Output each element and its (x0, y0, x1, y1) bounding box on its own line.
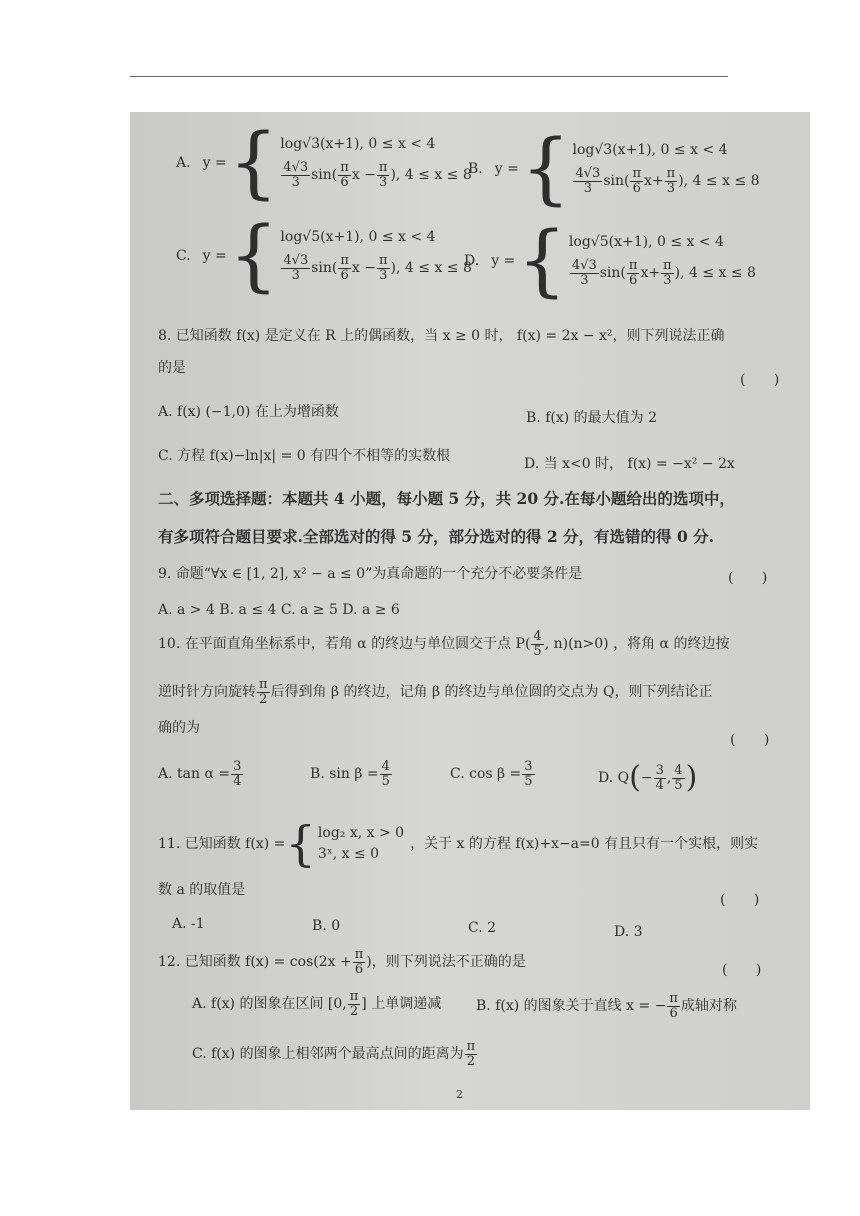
q12-stem: 12. 已知函数 f(x) = cos(2x + $\frac{\pi}{6}$ )，则下列说法不正确的是 (158, 947, 526, 977)
q8-option-d: D. 当 x<0 时， f(x) = −x² − 2x (524, 456, 735, 472)
q11-answer-paren: ( ) (720, 892, 772, 908)
q8-stem-line1: 8. 已知函数 f(x) 是定义在 R 上的偶函数，当 x ≥ 0 时， f(x) = 2x − x²，则下列说法正确 (158, 328, 725, 344)
page-number: 2 (456, 1088, 463, 1101)
case-sin: $\frac{4√3}{3}$ sin( $\frac{\pi}{6}$ x+ $\frac{\pi}{3}$ ), 4 ≤ x ≤ 8 (571, 258, 756, 288)
case-log: log√5(x+1), 0 ≤ x < 4 (280, 229, 436, 246)
q10-option-b: B. sin β = $\frac{4}{5}$ (310, 759, 390, 789)
left-brace: { (520, 124, 571, 214)
fraction: $\frac{\pi}{3}$ (378, 160, 388, 190)
y-equals: y = (494, 160, 519, 177)
fraction: $\frac{3}{5}$ (524, 759, 533, 789)
fraction: $\frac{\pi}{6}$ (354, 947, 364, 977)
fraction: $\frac{\pi}{6}$ (632, 166, 641, 196)
q11-stem-line1: 11. 已知函数 f(x) = { log₂ x, x > 0 3ˣ, x ≤ 0 ，关于 x 的方程 f(x)+x−a=0 有且只有一个实根，则实 (158, 816, 759, 872)
option-label: A. (176, 154, 191, 171)
case-log: log√5(x+1), 0 ≤ x < 4 (568, 234, 724, 251)
fraction: $\frac{4}{5}$ (381, 759, 390, 789)
q11-option-c: C. 2 (468, 920, 497, 936)
fraction: $\frac{\pi}{2}$ (349, 989, 359, 1019)
q10-option-c: C. cos β = $\frac{3}{5}$ (450, 759, 533, 789)
q11-option-b: B. 0 (312, 918, 341, 934)
q12-option-c: C. f(x) 的图象上相邻两个最高点间的距离为 $\frac{\pi}{2}$ (192, 1039, 476, 1069)
q10-stem-line1: 10. 在平面直角坐标系中，若角 α 的终边与单位圆交于点 P( $\frac{4}{5}$ , n)(n>0) ，将角 α 的终边按 (158, 629, 730, 659)
fraction: $\frac{4√3}{3}$ (283, 160, 309, 190)
header-rule (130, 76, 728, 77)
section-2-heading-line1: 二、多项选择题：本题共 4 小题，每小题 5 分，共 20 分.在每小题给出的选项中， (158, 489, 735, 508)
q10-answer-paren: ( ) (730, 732, 782, 748)
q11-stem-line2: 数 a 的取值是 (158, 882, 246, 898)
q11-option-d: D. 3 (614, 924, 643, 940)
q9-options: A. a > 4 B. a ≤ 4 C. a ≥ 5 D. a ≥ 6 (158, 602, 400, 618)
q8-stem-line2: 的是 (158, 360, 186, 376)
option-label: B. (468, 160, 483, 177)
fraction: $\frac{\pi}{3}$ (379, 253, 388, 283)
q10-stem-line3: 确的为 (158, 720, 200, 736)
q9-stem: 9. 命题“∀x ∈ [1, 2], x² − a ≤ 0”为真命题的一个充分不必要条件是 (158, 566, 583, 582)
fraction: $\frac{3}{4}$ (233, 759, 242, 789)
fraction: $\frac{\pi}{2}$ (466, 1039, 476, 1069)
fraction: $\frac{4√3}{3}$ (571, 258, 597, 288)
q12-option-b: B. f(x) 的图象关于直线 x = − $\frac{\pi}{6}$ 成轴对称 (476, 991, 737, 1021)
case-log: log√3(x+1), 0 ≤ x < 4 (572, 142, 728, 159)
piecewise-cases (572, 142, 759, 195)
left-brace: { (228, 211, 279, 301)
q8-option-b: B. f(x) 的最大值为 2 (526, 410, 657, 426)
fraction: $\frac{\pi}{6}$ (340, 253, 349, 283)
scanned-exam-page (130, 112, 810, 1110)
y-equals: y = (491, 252, 516, 269)
q7-option-c (176, 211, 472, 301)
y-equals: y = (202, 247, 227, 264)
fraction: $\frac{4}{5}$ (533, 629, 542, 659)
fraction: $\frac{\pi}{3}$ (666, 166, 676, 196)
left-brace: { (228, 118, 279, 208)
fraction: $\frac{4}{5}$ (674, 762, 683, 793)
y-equals: y = (202, 154, 227, 171)
section-2-heading-line2: 有多项符合题目要求.全部选对的得 5 分，部分选对的得 2 分，有选错的得 0 分. (158, 527, 715, 546)
q7-option-b (468, 124, 760, 214)
q9-answer-paren: ( ) (728, 570, 780, 586)
q8-option-c: C. 方程 f(x)−ln|x| = 0 有四个不相等的实数根 (158, 448, 451, 464)
option-label: D. (464, 252, 480, 269)
fraction: $\frac{3}{4}$ (655, 762, 664, 793)
q7-option-d (464, 216, 756, 306)
piecewise-cases (280, 136, 471, 189)
case-log: log√3(x+1), 0 ≤ x < 4 (280, 136, 436, 153)
option-label: C. (176, 247, 191, 264)
piecewise-cases (280, 229, 471, 282)
q8-answer-paren: ( ) (740, 372, 792, 388)
case-sin: $\frac{4√3}{3}$ sin( $\frac{\pi}{6}$ x − $\frac{\pi}{3}$ ), 4 ≤ x ≤ 8 (283, 160, 472, 190)
piecewise-cases: log₂ x, x > 0 3ˣ, x ≤ 0 (317, 825, 405, 862)
q10-stem-line2: 逆时针方向旋转 $\frac{\pi}{2}$ 后得到角 β 的终边，记角 β 的终边与单位圆的交点为 Q，则下列结论正 (158, 677, 713, 707)
fraction: $\frac{4√3}{3}$ (575, 166, 601, 196)
fraction: $\frac{4√3}{3}$ (283, 253, 309, 283)
piecewise-cases (569, 234, 756, 287)
q11-option-a: A. -1 (172, 916, 205, 932)
case-sin: $\frac{4√3}{3}$ sin( $\frac{\pi}{6}$ x − $\frac{\pi}{3}$ ), 4 ≤ x ≤ 8 (283, 253, 472, 283)
q12-option-a: A. f(x) 的图象在区间 [0, $\frac{\pi}{2}$ ] 上单调递减 (192, 989, 442, 1019)
q10-option-a: A. tan α = $\frac{3}{4}$ (158, 759, 242, 789)
q12-answer-paren: ( ) (722, 962, 774, 978)
case-sin: $\frac{4√3}{3}$ sin( $\frac{\pi}{6}$ x+ $\frac{\pi}{3}$ ), 4 ≤ x ≤ 8 (575, 166, 760, 196)
q8-option-a: A. f(x) (−1,0) 在上为增函数 (158, 404, 339, 420)
left-brace: { (285, 816, 316, 872)
q7-option-a (176, 118, 472, 208)
left-brace: { (517, 216, 567, 306)
fraction: $\frac{\pi}{6}$ (628, 258, 638, 288)
fraction: $\frac{\pi}{2}$ (259, 677, 268, 707)
fraction: $\frac{\pi}{6}$ (340, 160, 349, 190)
fraction: $\frac{\pi}{6}$ (669, 991, 678, 1021)
fraction: $\frac{\pi}{3}$ (663, 258, 672, 288)
q10-option-d: D. Q ( − $\frac{3}{4}$ , $\frac{4}{5}$ ) (598, 760, 698, 795)
